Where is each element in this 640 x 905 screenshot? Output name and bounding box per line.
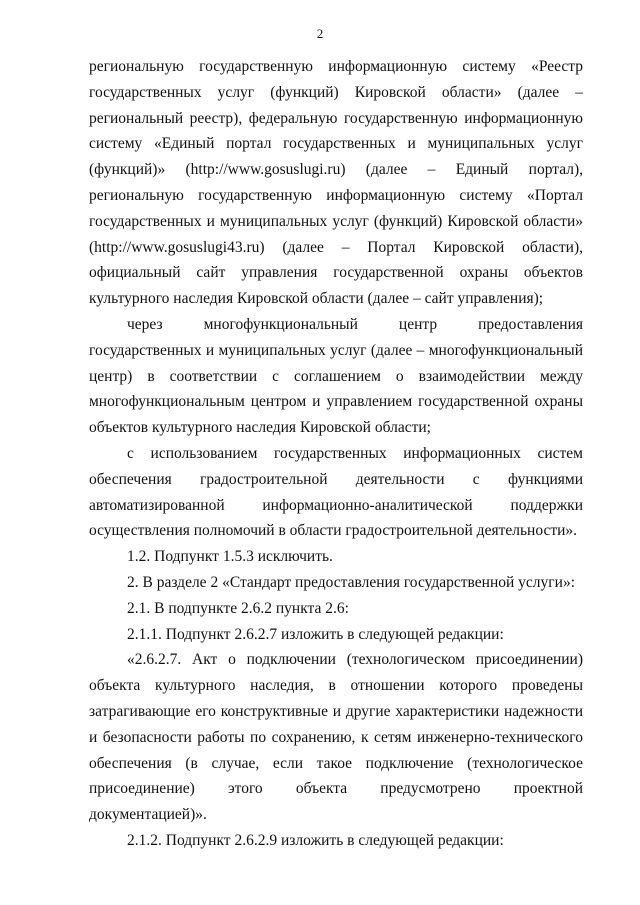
paragraph-2-1-2: 2.1.2. Подпункт 2.6.2.9 изложить в следующей редакции: (127, 831, 504, 849)
paragraph-2-1: 2.1. В подпункте 2.6.2 пункта 2.6: (127, 599, 349, 617)
paragraph-gisogd: с использованием государственных информационных систем обеспечения градостроительной деятельности с функциями автоматизированной информационно-аналитической поддержки осуществления полномочий в области градостроительной деятельности». (89, 444, 583, 540)
paragraph-portals-list: региональную государственную информационную систему «Реестр государственных услуг (функций) Кировской области» (далее – региональный реестр), федеральную государственную информационную систему «Единый портал государственных и муниципальных услуг (функций)» (http://www.gosuslugi.ru) (далее – Единый портал), региональную государственную информационную систему «Портал государственных и муниципальных услуг (функций) Кировской области» (http://www.gosuslugi43.ru) (далее – Портал Кировской области), официальный сайт управления государственной охраны объектов культурного наследия Кировской области (далее – сайт управления); (89, 58, 583, 308)
page-number: 2 (316, 26, 324, 41)
paragraph-1-2: 1.2. Подпункт 1.5.3 исключить. (127, 548, 333, 566)
paragraph-2-1-1: 2.1.1. Подпункт 2.6.2.7 изложить в следующей редакции: (127, 625, 504, 643)
paragraph-section-2: 2. В разделе 2 «Стандарт предоставления государственной услуги»: (127, 573, 576, 591)
document-body (89, 54, 583, 854)
paragraph-mfc: через многофункциональный центр предоставления государственных и муниципальных услуг (далее – многофункциональный центр) в соответствии с соглашением о взаимодействии между многофункциональным центром и управлением государственной охраны объектов культурного наследия Кировской области; (89, 315, 583, 437)
paragraph-2-6-2-7: «2.6.2.7. Акт о подключении (технологическом присоединении) объекта культурного наследия, в отношении которого проведены затрагивающие его конструктивные и другие характеристики надежности и безопасности работы по сохранению, к сетям инженерно-технического обеспечения (в случае, если такое подключение (технологическое присоединение) этого объекта предусмотрено проектной документацией)». (89, 651, 583, 824)
